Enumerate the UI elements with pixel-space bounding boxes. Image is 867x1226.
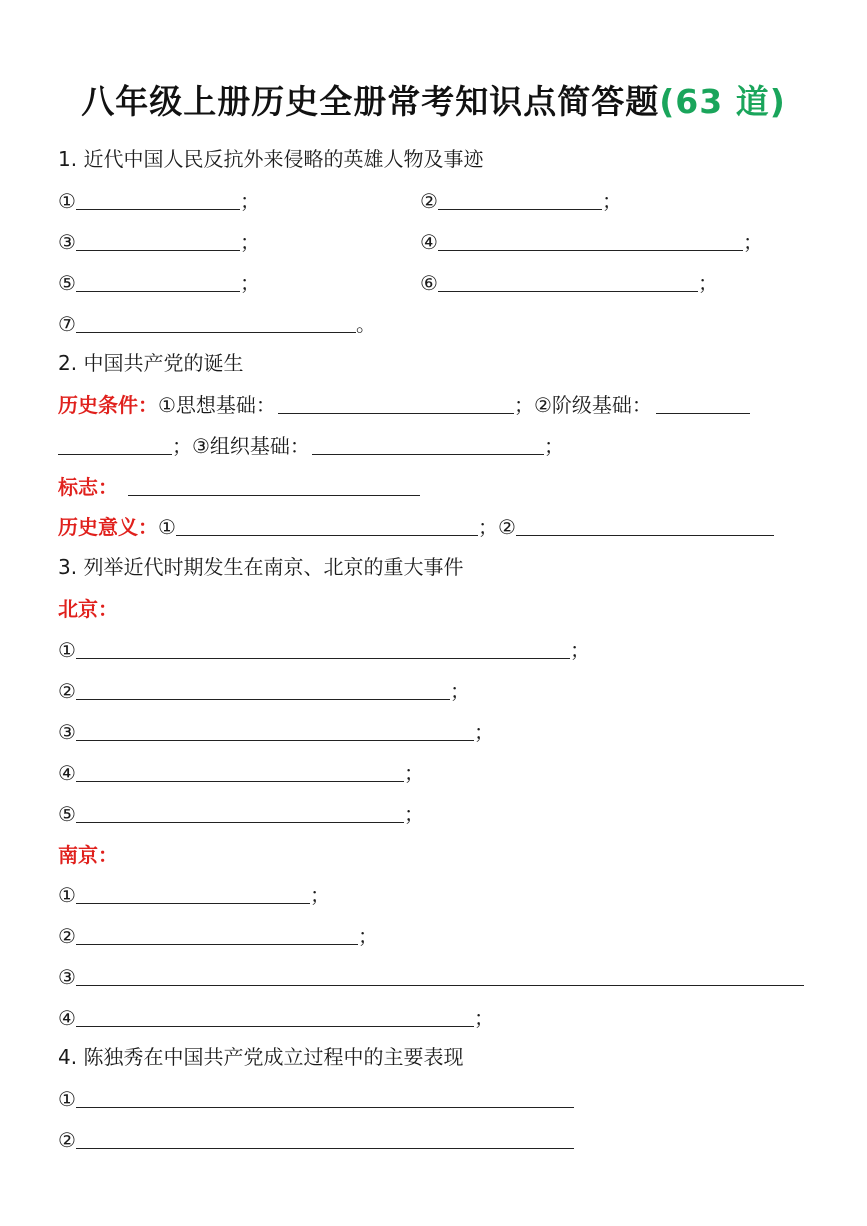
answer-blank[interactable] — [76, 1085, 574, 1108]
q3-nanjing-item-3: ③ — [58, 962, 804, 992]
answer-blank[interactable] — [76, 718, 474, 741]
answer-blank[interactable] — [176, 513, 478, 536]
answer-blank[interactable] — [76, 800, 404, 823]
answer-blank[interactable] — [438, 228, 743, 251]
answer-blank[interactable] — [76, 187, 240, 210]
q3-beijing-item-5: ⑤ ； — [58, 802, 424, 826]
q1-item-1: ① ； — [58, 189, 260, 213]
answer-blank[interactable] — [58, 432, 172, 455]
q3-beijing-item-3: ③ ； — [58, 720, 494, 744]
q3-beijing-item-4: ④ ； — [58, 761, 424, 785]
q4-item-2: ② — [58, 1125, 574, 1155]
q1-item-5: ⑤ ； — [58, 271, 260, 295]
label-flag: 标志： — [58, 475, 118, 499]
q2-meaning-row: 历史意义：① ；② — [58, 512, 774, 542]
label-historical-meaning: 历史意义： — [58, 515, 158, 539]
answer-blank[interactable] — [76, 759, 404, 782]
q2-flag-row — [58, 472, 420, 502]
question-1: 1. 近代中国人民反抗外来侵略的英雄人物及事迹 — [58, 147, 484, 171]
question-2: 2. 中国共产党的诞生 — [58, 351, 244, 375]
q1-item-7: ⑦ 。 — [58, 312, 376, 336]
question-4: 4. 陈独秀在中国共产党成立过程中的主要表现 — [58, 1045, 464, 1069]
answer-blank[interactable] — [128, 473, 420, 496]
answer-blank[interactable] — [656, 391, 750, 414]
q1-item-6: ⑥ ； — [420, 271, 718, 295]
answer-blank[interactable] — [76, 269, 240, 292]
page-title — [0, 76, 867, 123]
answer-blank[interactable] — [76, 228, 240, 251]
answer-blank[interactable] — [76, 636, 570, 659]
q2-conditions-row1: 历史条件：①思想基础： ；②阶级基础： — [58, 390, 750, 420]
answer-blank[interactable] — [76, 963, 804, 986]
answer-blank[interactable] — [76, 1004, 474, 1027]
answer-blank[interactable] — [76, 881, 310, 904]
q3-nanjing-item-2: ② ； — [58, 924, 378, 948]
answer-blank[interactable] — [516, 513, 774, 536]
label-nanjing: 南京： — [58, 843, 118, 867]
title-main: 八年级上册历史全册常考知识点简答题 — [81, 82, 660, 121]
answer-blank[interactable] — [76, 1126, 574, 1149]
q1-item-2: ② ； — [420, 189, 622, 213]
answer-blank[interactable] — [76, 310, 356, 333]
q3-nanjing-item-4: ④ ； — [58, 1006, 494, 1030]
q1-item-3: ③ ； — [58, 230, 260, 254]
answer-blank[interactable] — [438, 187, 602, 210]
answer-blank[interactable] — [76, 677, 450, 700]
answer-blank[interactable] — [312, 432, 544, 455]
answer-blank[interactable] — [278, 391, 514, 414]
answer-blank[interactable] — [438, 269, 698, 292]
label-historical-conditions: 历史条件： — [58, 393, 158, 417]
q3-beijing-item-2: ② ； — [58, 679, 470, 703]
question-3: 3. 列举近代时期发生在南京、北京的重大事件 — [58, 555, 464, 579]
q3-beijing-item-1: ① ； — [58, 638, 590, 662]
title-count: (63 道) — [659, 82, 786, 121]
label-beijing: 北京： — [58, 597, 118, 621]
q3-nanjing-item-1: ① ； — [58, 883, 330, 907]
q1-item-4: ④ ； — [420, 230, 763, 254]
q4-item-1: ① — [58, 1084, 574, 1114]
q2-conditions-row2: ；③组织基础： ； — [58, 431, 564, 461]
answer-blank[interactable] — [76, 922, 358, 945]
